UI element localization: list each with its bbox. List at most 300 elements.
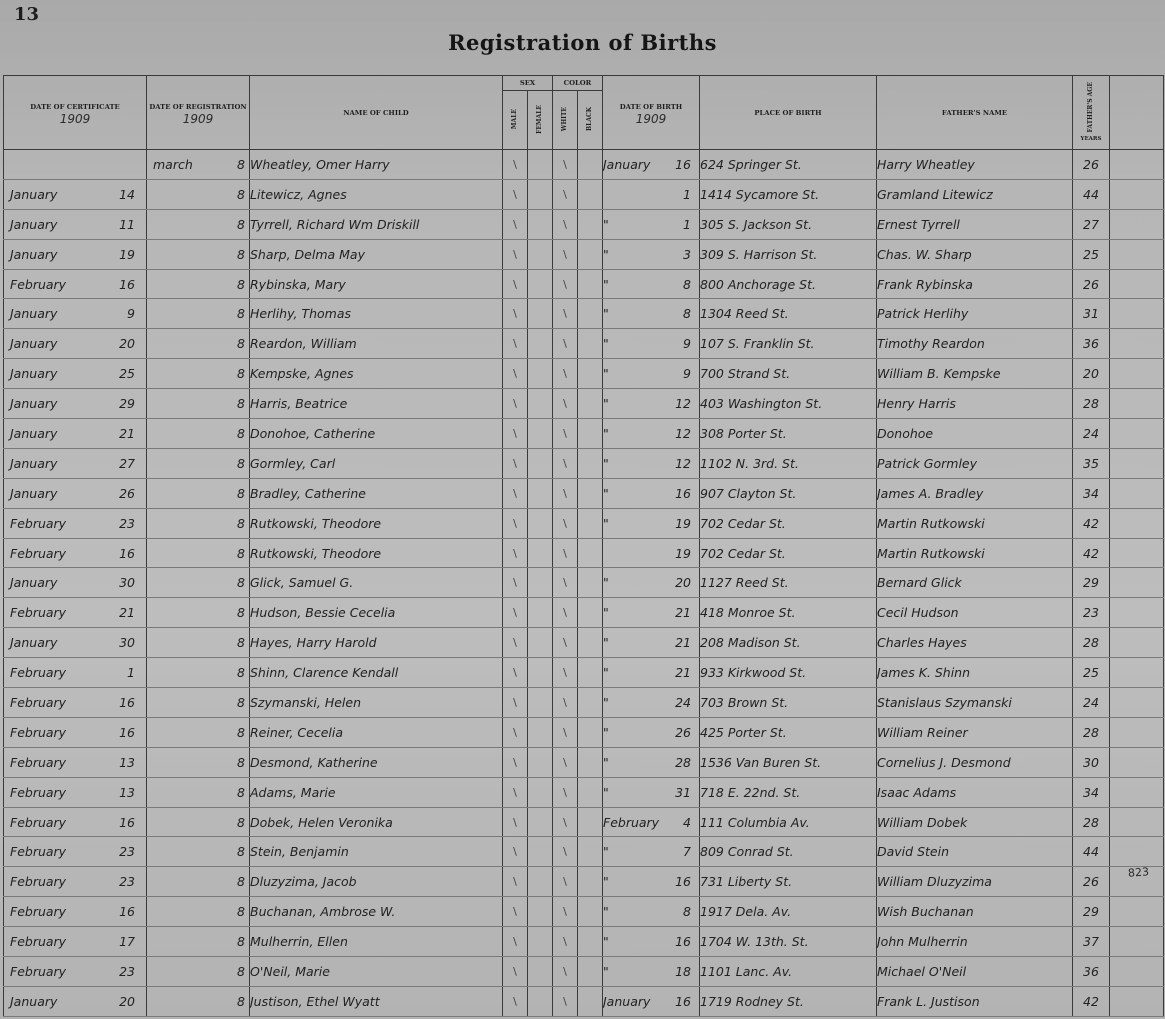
cell-name-of-child — [250, 150, 503, 180]
child-name: Dluzyzima, Jacob — [250, 874, 357, 890]
cell-name-of-child — [250, 807, 503, 837]
cert-day: 21 — [119, 605, 135, 621]
table-row — [4, 658, 1164, 688]
header-male: MALE — [503, 91, 528, 150]
cell-date-of-registration — [147, 807, 250, 837]
cell-female — [528, 986, 553, 1016]
cell-name-of-child — [250, 239, 503, 269]
reg-day: 8 — [237, 904, 245, 920]
cell-fathers-name: Charles Hayes — [877, 628, 1073, 658]
cell-blank — [1110, 329, 1164, 359]
cell-fathers-name: David Stein — [877, 837, 1073, 867]
cert-month: January — [10, 366, 58, 382]
cell-place-of-birth: 1917 Dela. Av. — [700, 897, 877, 927]
cell-white: \ — [553, 628, 578, 658]
cell-black — [578, 897, 603, 927]
header-fathers-name: FATHER'S NAME — [877, 76, 1073, 150]
cell-name-of-child — [250, 777, 503, 807]
table-row — [4, 747, 1164, 777]
cert-month: February — [10, 694, 67, 710]
cell-female — [528, 598, 553, 628]
cell-female — [528, 239, 553, 269]
cert-day: 20 — [119, 336, 135, 352]
cell-fathers-age: 28 — [1073, 628, 1110, 658]
cell-fathers-name: Isaac Adams — [877, 777, 1073, 807]
cell-name-of-child — [250, 986, 503, 1016]
cell-male: \ — [503, 239, 528, 269]
cert-day: 13 — [119, 754, 135, 770]
cell-male: \ — [503, 927, 528, 957]
cell-black — [578, 598, 603, 628]
cell-place-of-birth: 800 Anchorage St. — [700, 269, 877, 299]
cert-day: 26 — [119, 485, 135, 501]
cell-fathers-name: Wish Buchanan — [877, 897, 1073, 927]
cell-date-of-certificate — [4, 957, 147, 987]
dob-month: " — [603, 724, 609, 740]
cell-place-of-birth: 702 Cedar St. — [700, 538, 877, 568]
child-name: Litewicz, Agnes — [250, 186, 347, 202]
cell-female — [528, 807, 553, 837]
dob-day: 12 — [675, 455, 691, 471]
cell-date-of-certificate — [4, 747, 147, 777]
cell-black — [578, 389, 603, 419]
cell-blank — [1110, 389, 1164, 419]
cell-date-of-certificate — [4, 239, 147, 269]
cell-name-of-child — [250, 867, 503, 897]
table-row — [4, 777, 1164, 807]
cell-fathers-age: 29 — [1073, 568, 1110, 598]
cell-white: \ — [553, 179, 578, 209]
cell-blank — [1110, 628, 1164, 658]
reg-day: 8 — [237, 784, 245, 800]
header-color: COLOR — [553, 76, 603, 91]
cell-date-of-certificate — [4, 448, 147, 478]
reg-day: 8 — [237, 605, 245, 621]
cell-fathers-age: 34 — [1073, 478, 1110, 508]
header-place-of-birth: PLACE OF BIRTH — [700, 76, 877, 150]
cell-place-of-birth: 809 Conrad St. — [700, 837, 877, 867]
child-name: Dobek, Helen Veronika — [250, 814, 393, 830]
cert-month: February — [10, 784, 67, 800]
cell-date-of-registration — [147, 688, 250, 718]
cell-female — [528, 209, 553, 239]
cell-date-of-birth — [603, 658, 700, 688]
child-name: Wheatley, Omer Harry — [250, 156, 390, 172]
dob-day: 20 — [675, 575, 691, 591]
cell-fathers-age: 20 — [1073, 359, 1110, 389]
cell-black — [578, 239, 603, 269]
cell-blank — [1110, 717, 1164, 747]
cell-black — [578, 359, 603, 389]
cell-black — [578, 688, 603, 718]
dob-month: " — [603, 425, 609, 441]
table-row — [4, 688, 1164, 718]
cell-date-of-certificate — [4, 717, 147, 747]
cell-date-of-registration — [147, 658, 250, 688]
reg-day: 8 — [237, 545, 245, 561]
cell-male: \ — [503, 658, 528, 688]
cell-male: \ — [503, 688, 528, 718]
cell-fathers-name: Frank L. Justison — [877, 986, 1073, 1016]
cert-day: 17 — [119, 934, 135, 950]
reg-day: 8 — [237, 485, 245, 501]
cell-female — [528, 957, 553, 987]
cert-month: January — [10, 993, 58, 1009]
cell-fathers-name: Cecil Hudson — [877, 598, 1073, 628]
cell-fathers-name: James K. Shinn — [877, 658, 1073, 688]
child-name: Reiner, Cecelia — [250, 724, 343, 740]
reg-day: 8 — [237, 724, 245, 740]
cell-date-of-registration — [147, 538, 250, 568]
table-row — [4, 807, 1164, 837]
cell-female — [528, 419, 553, 449]
cell-place-of-birth: 624 Springer St. — [700, 150, 877, 180]
dob-month: " — [603, 904, 609, 920]
cell-male: \ — [503, 508, 528, 538]
table-row — [4, 897, 1164, 927]
reg-day: 8 — [237, 874, 245, 890]
cell-fathers-age: 30 — [1073, 747, 1110, 777]
table-row — [4, 508, 1164, 538]
cell-blank — [1110, 419, 1164, 449]
cert-day: 16 — [119, 814, 135, 830]
cell-date-of-birth — [603, 209, 700, 239]
cell-fathers-age: 44 — [1073, 179, 1110, 209]
cell-date-of-birth — [603, 717, 700, 747]
child-name: Rutkowski, Theodore — [250, 545, 382, 561]
cert-day: 9 — [127, 306, 135, 322]
dob-month: " — [603, 665, 609, 681]
table-row — [4, 299, 1164, 329]
cell-place-of-birth: 1127 Reed St. — [700, 568, 877, 598]
cert-month: February — [10, 724, 67, 740]
cell-place-of-birth: 718 E. 22nd. St. — [700, 777, 877, 807]
cell-place-of-birth: 418 Monroe St. — [700, 598, 877, 628]
cell-name-of-child — [250, 658, 503, 688]
cell-name-of-child — [250, 478, 503, 508]
table-row — [4, 329, 1164, 359]
cell-fathers-name: William Dluzyzima — [877, 867, 1073, 897]
dob-month: " — [603, 366, 609, 382]
cell-date-of-certificate — [4, 329, 147, 359]
reg-day: 8 — [237, 156, 245, 172]
dob-month: January — [603, 156, 651, 172]
cell-white: \ — [553, 598, 578, 628]
dob-month: " — [603, 694, 609, 710]
cell-female — [528, 359, 553, 389]
dob-month: " — [603, 934, 609, 950]
child-name: Gormley, Carl — [250, 455, 336, 471]
cell-fathers-name: Michael O'Neil — [877, 957, 1073, 987]
child-name: Hayes, Harry Harold — [250, 635, 377, 651]
cell-fathers-age: 35 — [1073, 448, 1110, 478]
cell-date-of-registration — [147, 986, 250, 1016]
child-name: Desmond, Katherine — [250, 754, 378, 770]
cell-female — [528, 269, 553, 299]
cell-date-of-registration — [147, 957, 250, 987]
dob-month: " — [603, 515, 609, 531]
cell-place-of-birth: 403 Washington St. — [700, 389, 877, 419]
cell-white: \ — [553, 419, 578, 449]
cell-blank — [1110, 777, 1164, 807]
cell-black — [578, 568, 603, 598]
reg-day: 8 — [237, 246, 245, 262]
cert-month: January — [10, 396, 58, 412]
cell-place-of-birth: 1102 N. 3rd. St. — [700, 448, 877, 478]
table-row — [4, 538, 1164, 568]
cell-female — [528, 777, 553, 807]
cell-fathers-age: 36 — [1073, 329, 1110, 359]
cell-name-of-child — [250, 688, 503, 718]
cell-black — [578, 419, 603, 449]
cell-place-of-birth: 1719 Rodney St. — [700, 986, 877, 1016]
cell-black — [578, 209, 603, 239]
cert-month: February — [10, 515, 67, 531]
cell-female — [528, 538, 553, 568]
cell-white: \ — [553, 777, 578, 807]
cell-fathers-age: 44 — [1073, 837, 1110, 867]
dob-month: " — [603, 844, 609, 860]
cell-black — [578, 448, 603, 478]
child-name: Hudson, Bessie Cecelia — [250, 605, 396, 621]
cell-fathers-age: 42 — [1073, 538, 1110, 568]
child-name: O'Neil, Marie — [250, 963, 330, 979]
cell-date-of-registration — [147, 598, 250, 628]
cell-blank — [1110, 807, 1164, 837]
cell-date-of-birth — [603, 538, 700, 568]
child-name: Buchanan, Ambrose W. — [250, 904, 396, 920]
cell-fathers-age: 24 — [1073, 419, 1110, 449]
child-name: Glick, Samuel G. — [250, 575, 354, 591]
table-row — [4, 717, 1164, 747]
cell-date-of-registration — [147, 389, 250, 419]
child-name: Adams, Marie — [250, 784, 336, 800]
cell-white: \ — [553, 568, 578, 598]
table-row — [4, 598, 1164, 628]
reg-day: 8 — [237, 635, 245, 651]
cell-date-of-registration — [147, 150, 250, 180]
cell-male: \ — [503, 150, 528, 180]
dob-month: " — [603, 336, 609, 352]
child-name: Herlihy, Thomas — [250, 306, 352, 322]
cell-female — [528, 389, 553, 419]
cell-fathers-age: 28 — [1073, 717, 1110, 747]
cell-place-of-birth: 1414 Sycamore St. — [700, 179, 877, 209]
cell-female — [528, 329, 553, 359]
cell-black — [578, 179, 603, 209]
cell-date-of-birth — [603, 807, 700, 837]
dob-day: 8 — [683, 276, 691, 292]
cert-month: January — [10, 246, 58, 262]
cell-name-of-child — [250, 508, 503, 538]
cell-fathers-name: Stanislaus Szymanski — [877, 688, 1073, 718]
cert-day: 23 — [119, 515, 135, 531]
cell-date-of-certificate — [4, 478, 147, 508]
cell-name-of-child — [250, 389, 503, 419]
cell-blank — [1110, 150, 1164, 180]
cell-fathers-name: Ernest Tyrrell — [877, 209, 1073, 239]
dob-month: " — [603, 605, 609, 621]
cell-fathers-name: Donohoe — [877, 419, 1073, 449]
cert-month: January — [10, 485, 58, 501]
dob-day: 19 — [675, 545, 691, 561]
cert-month: February — [10, 874, 67, 890]
header-date-of-birth: DATE OF BIRTH 1909 — [603, 76, 700, 150]
cell-name-of-child — [250, 957, 503, 987]
cell-male: \ — [503, 598, 528, 628]
cert-month: February — [10, 754, 67, 770]
cert-month: January — [10, 425, 58, 441]
header-date-of-registration: DATE OF REGISTRATION 1909 — [147, 76, 250, 150]
cell-date-of-registration — [147, 269, 250, 299]
header-white: WHITE — [553, 91, 578, 150]
dob-day: 16 — [675, 874, 691, 890]
cell-black — [578, 747, 603, 777]
cell-blank — [1110, 897, 1164, 927]
header-name-of-child: NAME OF CHILD — [250, 76, 503, 150]
cell-blank — [1110, 568, 1164, 598]
cell-name-of-child — [250, 419, 503, 449]
dob-day: 3 — [683, 246, 691, 262]
cell-female — [528, 628, 553, 658]
cell-fathers-age: 42 — [1073, 986, 1110, 1016]
cell-male: \ — [503, 478, 528, 508]
table-row — [4, 269, 1164, 299]
cell-fathers-age: 26 — [1073, 269, 1110, 299]
cell-place-of-birth: 702 Cedar St. — [700, 508, 877, 538]
cert-day: 1 — [127, 665, 135, 681]
cell-fathers-age: 36 — [1073, 957, 1110, 987]
cell-date-of-certificate — [4, 538, 147, 568]
cell-blank — [1110, 688, 1164, 718]
cell-name-of-child — [250, 837, 503, 867]
cell-name-of-child — [250, 897, 503, 927]
reg-day: 8 — [237, 844, 245, 860]
cell-fathers-age: 24 — [1073, 688, 1110, 718]
cert-day: 11 — [119, 216, 135, 232]
cert-month: February — [10, 904, 67, 920]
cell-date-of-birth — [603, 568, 700, 598]
cell-fathers-name: Bernard Glick — [877, 568, 1073, 598]
reg-month: march — [153, 156, 193, 172]
dob-day: 8 — [683, 306, 691, 322]
cell-name-of-child — [250, 269, 503, 299]
cell-date-of-certificate — [4, 658, 147, 688]
cell-date-of-birth — [603, 299, 700, 329]
cert-day: 16 — [119, 276, 135, 292]
cell-date-of-registration — [147, 448, 250, 478]
cell-black — [578, 269, 603, 299]
cell-date-of-registration — [147, 239, 250, 269]
cell-white: \ — [553, 478, 578, 508]
cell-blank — [1110, 986, 1164, 1016]
cell-blank — [1110, 837, 1164, 867]
cell-blank — [1110, 448, 1164, 478]
cell-male: \ — [503, 867, 528, 897]
cell-date-of-birth — [603, 628, 700, 658]
table-row — [4, 568, 1164, 598]
cert-day: 16 — [119, 904, 135, 920]
reg-day: 8 — [237, 336, 245, 352]
cell-black — [578, 957, 603, 987]
cell-fathers-name: Cornelius J. Desmond — [877, 747, 1073, 777]
cert-month: January — [10, 455, 58, 471]
dob-day: 8 — [683, 904, 691, 920]
cell-date-of-certificate — [4, 150, 147, 180]
header-black: BLACK — [578, 91, 603, 150]
cell-place-of-birth: 1304 Reed St. — [700, 299, 877, 329]
cell-male: \ — [503, 717, 528, 747]
dob-day: 24 — [675, 694, 691, 710]
dob-day: 16 — [675, 485, 691, 501]
cell-fathers-age: 28 — [1073, 807, 1110, 837]
cell-fathers-name: Martin Rutkowski — [877, 538, 1073, 568]
cell-place-of-birth: 305 S. Jackson St. — [700, 209, 877, 239]
child-name: Szymanski, Helen — [250, 694, 361, 710]
cell-fathers-age: 26 — [1073, 150, 1110, 180]
cell-date-of-birth — [603, 747, 700, 777]
dob-day: 1 — [683, 216, 691, 232]
cell-date-of-registration — [147, 359, 250, 389]
cell-white: \ — [553, 688, 578, 718]
child-name: Tyrrell, Richard Wm Driskill — [250, 216, 420, 232]
cell-black — [578, 508, 603, 538]
cell-blank — [1110, 957, 1164, 987]
cell-female — [528, 747, 553, 777]
cell-white: \ — [553, 986, 578, 1016]
child-name: Kempske, Agnes — [250, 366, 354, 382]
cell-date-of-registration — [147, 508, 250, 538]
dob-month: " — [603, 635, 609, 651]
dob-day: 12 — [675, 425, 691, 441]
cell-name-of-child — [250, 628, 503, 658]
dob-day: 26 — [675, 724, 691, 740]
cell-date-of-birth — [603, 897, 700, 927]
cell-name-of-child — [250, 359, 503, 389]
table-row — [4, 179, 1164, 209]
dob-month: " — [603, 784, 609, 800]
reg-day: 8 — [237, 216, 245, 232]
cell-male: \ — [503, 419, 528, 449]
cell-female — [528, 478, 553, 508]
reg-day: 8 — [237, 186, 245, 202]
cell-date-of-registration — [147, 299, 250, 329]
cell-date-of-birth — [603, 867, 700, 897]
cell-fathers-age: 27 — [1073, 209, 1110, 239]
header-sex: SEX — [503, 76, 553, 91]
dob-day: 21 — [675, 635, 691, 651]
dob-day: 21 — [675, 605, 691, 621]
cell-white: \ — [553, 389, 578, 419]
cell-date-of-registration — [147, 568, 250, 598]
cert-month: February — [10, 814, 67, 830]
cell-date-of-birth — [603, 508, 700, 538]
table-row — [4, 150, 1164, 180]
header-fathers-age: FATHER'S AGE YEARS — [1073, 76, 1110, 150]
dob-month: January — [603, 993, 651, 1009]
cell-fathers-age: 37 — [1073, 927, 1110, 957]
cert-month: February — [10, 844, 67, 860]
cell-date-of-birth — [603, 419, 700, 449]
cell-fathers-age: 28 — [1073, 389, 1110, 419]
cell-name-of-child — [250, 598, 503, 628]
cell-blank — [1110, 747, 1164, 777]
cell-male: \ — [503, 538, 528, 568]
cell-male: \ — [503, 777, 528, 807]
cell-date-of-birth — [603, 269, 700, 299]
cell-fathers-age: 31 — [1073, 299, 1110, 329]
cell-blank — [1110, 658, 1164, 688]
